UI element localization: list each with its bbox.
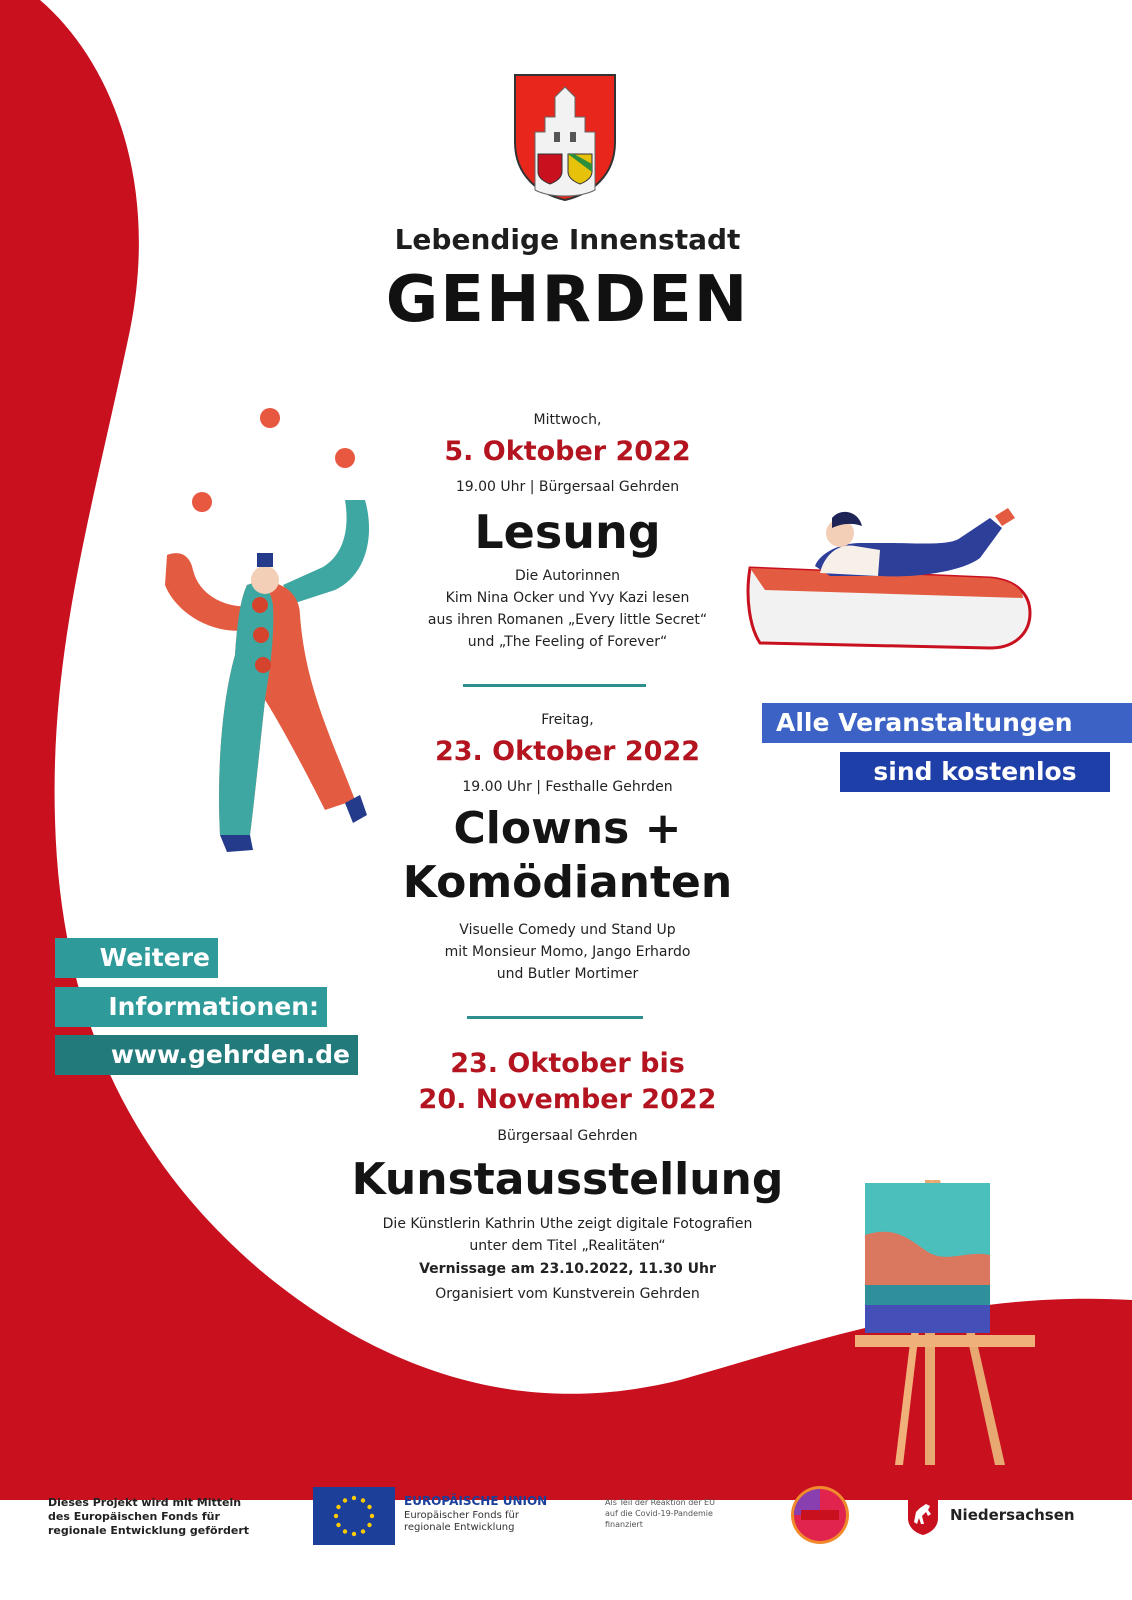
event2-time-place: 19.00 Uhr | Festhalle Gehrden: [462, 779, 673, 795]
event1-time-place: 19.00 Uhr | Bürgersaal Gehrden: [455, 479, 680, 495]
divider-2: [467, 1016, 643, 1019]
event2-weekday: Freitag,: [541, 712, 594, 728]
funding-line3: regionale Entwicklung gefördert: [48, 1524, 250, 1537]
event3-desc-line3: Vernissage am 23.10.2022, 11.30 Uhr: [419, 1261, 716, 1277]
event2-title-line1: Clowns +: [453, 803, 682, 854]
eu-flag-icon: [313, 1487, 395, 1545]
event3-place: Bürgersaal Gehrden: [497, 1128, 638, 1144]
event1-date: 5. Oktober 2022: [444, 436, 691, 467]
covid-line2: auf die Covid-19-Pandemie: [605, 1509, 713, 1518]
event2-desc-line3: und Butler Mortimer: [496, 966, 639, 982]
event2-desc-line2: mit Monsieur Momo, Jango Erhardo: [444, 944, 691, 960]
easel-painting-icon: [855, 1175, 1035, 1470]
eu-title: EUROPÄISCHE UNION: [404, 1494, 548, 1508]
info-badge-line2: Informationen:: [55, 987, 327, 1027]
covid-line3: finanziert: [605, 1520, 643, 1529]
event3-title: Kunstausstellung: [351, 1154, 784, 1205]
europe-logo-icon: [785, 1484, 855, 1546]
free-badge-line2: sind kostenlos: [840, 752, 1110, 792]
event1-desc-line4: und „The Feeling of Forever“: [467, 634, 668, 650]
event1-weekday: Mittwoch,: [533, 412, 602, 428]
event2-desc-line1: Visuelle Comedy und Stand Up: [459, 922, 676, 938]
juggling-clown-icon: [155, 405, 390, 860]
event1-title: Lesung: [474, 505, 661, 559]
divider-1: [463, 684, 646, 687]
reading-woman-icon: [740, 498, 1035, 658]
event3-desc-line4: Organisiert vom Kunstverein Gehrden: [435, 1286, 700, 1302]
funding-line2: des Europäischen Fonds für: [48, 1510, 220, 1523]
event3-desc-line2: unter dem Titel „Realitäten“: [469, 1238, 666, 1254]
event2-date: 23. Oktober 2022: [434, 736, 701, 767]
eu-sub-line1: Europäischer Fonds für: [404, 1510, 519, 1521]
coat-of-arms-icon: [510, 72, 620, 202]
event1-desc-line2: Kim Nina Ocker und Yvy Kazi lesen: [445, 590, 690, 606]
free-badge-line1: Alle Veranstaltungen: [762, 703, 1132, 743]
info-badge-link[interactable]: www.gehrden.de: [55, 1035, 358, 1075]
covid-line1: Als Teil der Reaktion der EU: [605, 1498, 715, 1507]
event3-date-line2: 20. November 2022: [418, 1084, 717, 1115]
event3-date-line1: 23. Oktober bis: [450, 1048, 685, 1079]
funding-line1: Dieses Projekt wird mit Mitteln: [48, 1496, 242, 1509]
header-subtitle: Lebendige Innenstadt: [394, 223, 741, 256]
niedersachsen-label: Niedersachsen: [950, 1506, 1075, 1524]
event3-desc-line1: Die Künstlerin Kathrin Uthe zeigt digitale Fotografien: [382, 1216, 753, 1232]
event1-desc-line3: aus ihren Romanen „Every little Secret“: [427, 612, 708, 628]
event2-title-line2: Komödianten: [402, 857, 733, 908]
eu-sub-line2: regionale Entwicklung: [404, 1522, 515, 1533]
event1-desc-line1: Die Autorinnen: [514, 568, 621, 584]
info-badge-line1: Weitere: [55, 938, 218, 978]
header-title: GEHRDEN: [385, 263, 750, 337]
niedersachsen-horse-icon: [906, 1494, 940, 1536]
